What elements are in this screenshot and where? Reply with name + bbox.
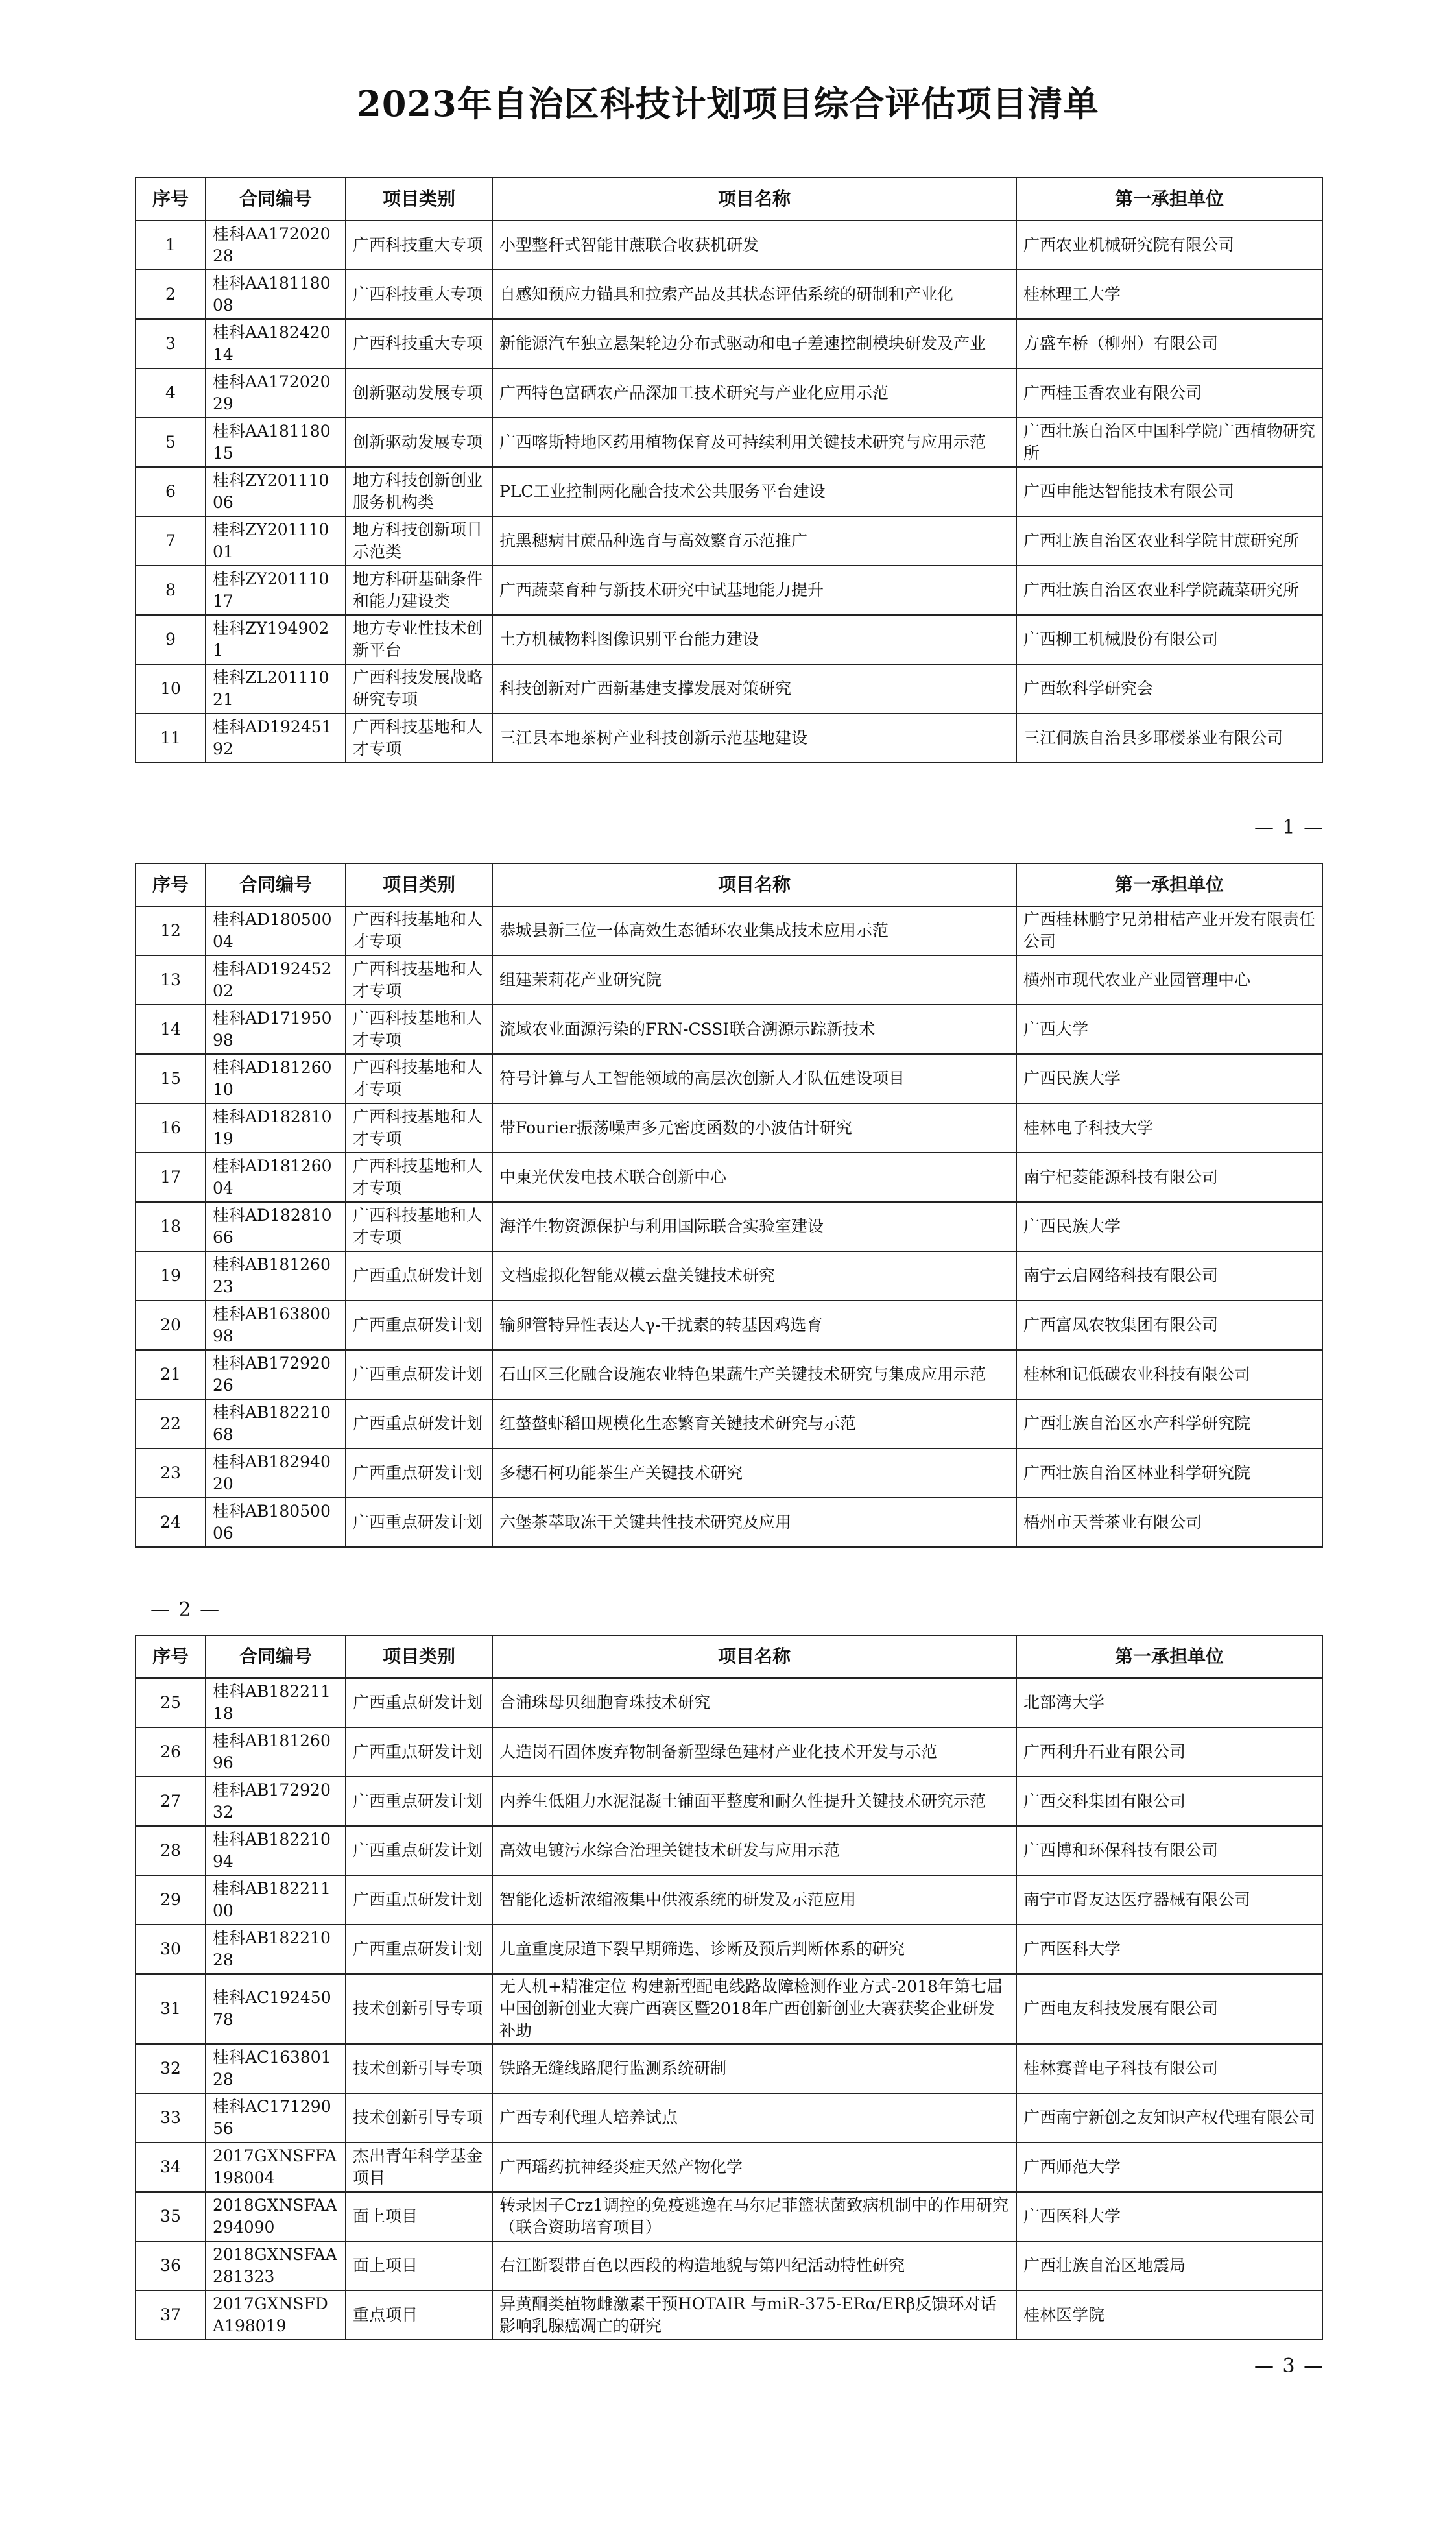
column-header: 项目名称 xyxy=(492,1635,1016,1678)
cell-code: 桂科AC19245078 xyxy=(206,1974,346,2044)
table-row xyxy=(136,566,1322,615)
cell-no: 16 xyxy=(136,1103,206,1153)
table-row xyxy=(136,1251,1322,1301)
cell-code: 桂科AB18126023 xyxy=(206,1251,346,1301)
page-number: — 1 — xyxy=(1254,816,1325,839)
cell-code: 桂科AB18221100 xyxy=(206,1875,346,1925)
cell-no: 14 xyxy=(136,1005,206,1054)
cell-code: 桂科ZY20111017 xyxy=(206,566,346,615)
cell-unit: 广西申能达智能技术有限公司 xyxy=(1016,467,1322,516)
cell-name: 石山区三化融合设施农业特色果蔬生产关键技术研究与集成应用示范 xyxy=(492,1350,1016,1399)
cell-name: 小型整秆式智能甘蔗联合收获机研发 xyxy=(492,221,1016,270)
column-header: 合同编号 xyxy=(206,1635,346,1678)
cell-code: 桂科AB18221068 xyxy=(206,1399,346,1448)
column-header: 第一承担单位 xyxy=(1016,863,1322,906)
cell-category: 广西重点研发计划 xyxy=(346,1727,492,1777)
cell-name: 广西特色富硒农产品深加工技术研究与产业化应用示范 xyxy=(492,368,1016,418)
cell-category: 重点项目 xyxy=(346,2290,492,2340)
cell-category: 广西重点研发计划 xyxy=(346,1777,492,1826)
cell-unit: 广西壮族自治区农业科学院蔬菜研究所 xyxy=(1016,566,1322,615)
cell-no: 5 xyxy=(136,418,206,467)
cell-name: 铁路无缝线路爬行监测系统研制 xyxy=(492,2044,1016,2093)
cell-no: 33 xyxy=(136,2093,206,2143)
cell-name: 六堡茶萃取冻干关键共性技术研究及应用 xyxy=(492,1498,1016,1547)
cell-unit: 桂林医学院 xyxy=(1016,2290,1322,2340)
cell-name: 符号计算与人工智能领域的高层次创新人才队伍建设项目 xyxy=(492,1054,1016,1103)
table-row xyxy=(136,955,1322,1005)
table-row xyxy=(136,2044,1322,2093)
cell-code: 2018GXNSFAA294090 xyxy=(206,2192,346,2241)
cell-no: 34 xyxy=(136,2143,206,2192)
cell-code: 桂科AA18242014 xyxy=(206,319,346,368)
table-row xyxy=(136,1054,1322,1103)
cell-name: 土方机械物料图像识别平台能力建设 xyxy=(492,615,1016,664)
cell-no: 19 xyxy=(136,1251,206,1301)
cell-unit: 广西大学 xyxy=(1016,1005,1322,1054)
cell-code: 2017GXNSFDA198019 xyxy=(206,2290,346,2340)
cell-category: 广西重点研发计划 xyxy=(346,1399,492,1448)
cell-unit: 广西柳工机械股份有限公司 xyxy=(1016,615,1322,664)
table-row xyxy=(136,1498,1322,1547)
cell-code: 桂科AC16380128 xyxy=(206,2044,346,2093)
table-row xyxy=(136,1153,1322,1202)
table-row xyxy=(136,516,1322,566)
cell-code: 桂科AB18221028 xyxy=(206,1925,346,1974)
cell-code: 桂科AD19245202 xyxy=(206,955,346,1005)
cell-unit: 广西民族大学 xyxy=(1016,1054,1322,1103)
cell-category: 广西科技基地和人才专项 xyxy=(346,714,492,763)
cell-unit: 广西博和环保科技有限公司 xyxy=(1016,1826,1322,1875)
cell-no: 11 xyxy=(136,714,206,763)
cell-unit: 广西医科大学 xyxy=(1016,1925,1322,1974)
cell-category: 广西科技基地和人才专项 xyxy=(346,906,492,955)
cell-code: 桂科ZY20111001 xyxy=(206,516,346,566)
cell-no: 36 xyxy=(136,2241,206,2290)
table-row xyxy=(136,2241,1322,2290)
cell-name: PLC工业控制两化融合技术公共服务平台建设 xyxy=(492,467,1016,516)
table-row xyxy=(136,1301,1322,1350)
cell-name: 内养生低阻力水泥混凝土铺面平整度和耐久性提升关键技术研究示范 xyxy=(492,1777,1016,1826)
cell-name: 新能源汽车独立悬架轮边分布式驱动和电子差速控制模块研发及产业 xyxy=(492,319,1016,368)
cell-category: 面上项目 xyxy=(346,2192,492,2241)
table-header-row xyxy=(136,863,1322,906)
table-row xyxy=(136,1448,1322,1498)
column-header: 第一承担单位 xyxy=(1016,178,1322,221)
cell-name: 高效电镀污水综合治理关键技术研发与应用示范 xyxy=(492,1826,1016,1875)
cell-name: 抗黑穗病甘蔗品种选育与高效繁育示范推广 xyxy=(492,516,1016,566)
cell-category: 创新驱动发展专项 xyxy=(346,368,492,418)
cell-unit: 桂林电子科技大学 xyxy=(1016,1103,1322,1153)
cell-no: 23 xyxy=(136,1448,206,1498)
cell-unit: 广西桂林鹏宇兄弟柑桔产业开发有限责任公司 xyxy=(1016,906,1322,955)
cell-no: 17 xyxy=(136,1153,206,1202)
cell-code: 桂科AA17202028 xyxy=(206,221,346,270)
cell-name: 红螯螯虾稻田规模化生态繁育关键技术研究与示范 xyxy=(492,1399,1016,1448)
column-header: 项目类别 xyxy=(346,1635,492,1678)
cell-name: 广西瑶药抗神经炎症天然产物化学 xyxy=(492,2143,1016,2192)
cell-code: 桂科AD18050004 xyxy=(206,906,346,955)
cell-no: 25 xyxy=(136,1678,206,1727)
cell-name: 带Fourier振荡噪声多元密度函数的小波估计研究 xyxy=(492,1103,1016,1153)
cell-code: 2018GXNSFAA281323 xyxy=(206,2241,346,2290)
column-header: 合同编号 xyxy=(206,863,346,906)
table-row xyxy=(136,2290,1322,2340)
cell-code: 桂科AB18294020 xyxy=(206,1448,346,1498)
cell-name: 输卵管特异性表达人γ-干扰素的转基因鸡选育 xyxy=(492,1301,1016,1350)
cell-name: 科技创新对广西新基建支撑发展对策研究 xyxy=(492,664,1016,714)
cell-unit: 广西壮族自治区农业科学院甘蔗研究所 xyxy=(1016,516,1322,566)
cell-category: 广西科技基地和人才专项 xyxy=(346,1103,492,1153)
page-number: — 2 — xyxy=(150,1598,221,1621)
cell-no: 7 xyxy=(136,516,206,566)
cell-category: 广西重点研发计划 xyxy=(346,1925,492,1974)
cell-unit: 广西师范大学 xyxy=(1016,2143,1322,2192)
cell-code: 桂科AB18050006 xyxy=(206,1498,346,1547)
cell-name: 恭城县新三位一体高效生态循环农业集成技术应用示范 xyxy=(492,906,1016,955)
cell-name: 文档虚拟化智能双模云盘关键技术研究 xyxy=(492,1251,1016,1301)
cell-name: 异黄酮类植物雌激素干预HOTAIR 与miR-375-ERα/ERβ反馈环对话影响乳腺癌凋亡的研究 xyxy=(492,2290,1016,2340)
cell-category: 广西重点研发计划 xyxy=(346,1350,492,1399)
cell-no: 3 xyxy=(136,319,206,368)
project-table-1 xyxy=(135,177,1323,763)
cell-name: 组建茉莉花产业研究院 xyxy=(492,955,1016,1005)
cell-no: 4 xyxy=(136,368,206,418)
table-row xyxy=(136,615,1322,664)
cell-category: 广西科技基地和人才专项 xyxy=(346,1153,492,1202)
table-row xyxy=(136,1925,1322,1974)
cell-unit: 桂林和记低碳农业科技有限公司 xyxy=(1016,1350,1322,1399)
cell-code: 桂科AD19245192 xyxy=(206,714,346,763)
cell-category: 地方专业性技术创新平台 xyxy=(346,615,492,664)
cell-unit: 南宁市肾友达医疗器械有限公司 xyxy=(1016,1875,1322,1925)
table-header-row xyxy=(136,1635,1322,1678)
cell-no: 9 xyxy=(136,615,206,664)
cell-no: 27 xyxy=(136,1777,206,1826)
cell-code: 桂科AB18221094 xyxy=(206,1826,346,1875)
cell-category: 创新驱动发展专项 xyxy=(346,418,492,467)
table-row xyxy=(136,418,1322,467)
cell-unit: 广西桂玉香农业有限公司 xyxy=(1016,368,1322,418)
cell-code: 桂科AB16380098 xyxy=(206,1301,346,1350)
cell-code: 2017GXNSFFA198004 xyxy=(206,2143,346,2192)
cell-category: 广西重点研发计划 xyxy=(346,1448,492,1498)
cell-unit: 桂林理工大学 xyxy=(1016,270,1322,319)
cell-unit: 广西软科学研究会 xyxy=(1016,664,1322,714)
table-header-row xyxy=(136,178,1322,221)
cell-code: 桂科AB18221118 xyxy=(206,1678,346,1727)
cell-code: 桂科AC17129056 xyxy=(206,2093,346,2143)
cell-unit: 广西农业机械研究院有限公司 xyxy=(1016,221,1322,270)
cell-unit: 广西民族大学 xyxy=(1016,1202,1322,1251)
cell-unit: 南宁杞菱能源科技有限公司 xyxy=(1016,1153,1322,1202)
cell-category: 广西重点研发计划 xyxy=(346,1826,492,1875)
cell-name: 人造岗石固体废弃物制备新型绿色建材产业化技术开发与示范 xyxy=(492,1727,1016,1777)
cell-category: 广西重点研发计划 xyxy=(346,1251,492,1301)
cell-category: 广西重点研发计划 xyxy=(346,1875,492,1925)
table-row xyxy=(136,1875,1322,1925)
cell-name: 多穗石柯功能茶生产关键技术研究 xyxy=(492,1448,1016,1498)
table-row xyxy=(136,1826,1322,1875)
cell-name: 广西蔬菜育种与新技术研究中试基地能力提升 xyxy=(492,566,1016,615)
project-table-2 xyxy=(135,863,1323,1548)
cell-category: 广西科技重大专项 xyxy=(346,221,492,270)
project-table-3 xyxy=(135,1635,1323,2340)
table-row xyxy=(136,319,1322,368)
column-header: 序号 xyxy=(136,178,206,221)
cell-no: 6 xyxy=(136,467,206,516)
cell-unit: 广西医科大学 xyxy=(1016,2192,1322,2241)
cell-unit: 横州市现代农业产业园管理中心 xyxy=(1016,955,1322,1005)
cell-no: 12 xyxy=(136,906,206,955)
cell-no: 37 xyxy=(136,2290,206,2340)
cell-category: 地方科技创新项目示范类 xyxy=(346,516,492,566)
table-row xyxy=(136,1399,1322,1448)
cell-code: 桂科AB17292032 xyxy=(206,1777,346,1826)
cell-no: 31 xyxy=(136,1974,206,2044)
cell-name: 合浦珠母贝细胞育珠技术研究 xyxy=(492,1678,1016,1727)
cell-category: 广西科技基地和人才专项 xyxy=(346,1202,492,1251)
cell-unit: 广西电友科技发展有限公司 xyxy=(1016,1974,1322,2044)
cell-name: 海洋生物资源保护与利用国际联合实验室建设 xyxy=(492,1202,1016,1251)
cell-category: 广西重点研发计划 xyxy=(346,1678,492,1727)
cell-category: 广西科技基地和人才专项 xyxy=(346,955,492,1005)
cell-category: 杰出青年科学基金项目 xyxy=(346,2143,492,2192)
table-row xyxy=(136,467,1322,516)
cell-no: 26 xyxy=(136,1727,206,1777)
column-header: 项目名称 xyxy=(492,863,1016,906)
table-row xyxy=(136,270,1322,319)
cell-unit: 北部湾大学 xyxy=(1016,1678,1322,1727)
page-title: 2023年自治区科技计划项目综合评估项目清单 xyxy=(357,83,1099,125)
cell-unit: 广西壮族自治区中国科学院广西植物研究所 xyxy=(1016,418,1322,467)
cell-code: 桂科AD18281066 xyxy=(206,1202,346,1251)
cell-category: 广西重点研发计划 xyxy=(346,1498,492,1547)
cell-no: 18 xyxy=(136,1202,206,1251)
cell-name: 转录因子Crz1调控的免疫逃逸在马尔尼菲篮状菌致病机制中的作用研究（联合资助培育项目） xyxy=(492,2192,1016,2241)
cell-no: 24 xyxy=(136,1498,206,1547)
column-header: 合同编号 xyxy=(206,178,346,221)
cell-no: 15 xyxy=(136,1054,206,1103)
cell-code: 桂科AD18281019 xyxy=(206,1103,346,1153)
cell-category: 技术创新引导专项 xyxy=(346,1974,492,2044)
cell-unit: 广西壮族自治区水产科学研究院 xyxy=(1016,1399,1322,1448)
cell-code: 桂科AB18126096 xyxy=(206,1727,346,1777)
cell-no: 28 xyxy=(136,1826,206,1875)
cell-name: 流域农业面源污染的FRN-CSSI联合溯源示踪新技术 xyxy=(492,1005,1016,1054)
cell-category: 技术创新引导专项 xyxy=(346,2093,492,2143)
cell-unit: 广西富凤农牧集团有限公司 xyxy=(1016,1301,1322,1350)
cell-code: 桂科AD17195098 xyxy=(206,1005,346,1054)
cell-code: 桂科AD18126010 xyxy=(206,1054,346,1103)
cell-name: 广西专利代理人培养试点 xyxy=(492,2093,1016,2143)
cell-code: 桂科ZY20111006 xyxy=(206,467,346,516)
cell-no: 35 xyxy=(136,2192,206,2241)
cell-category: 广西科技发展战略研究专项 xyxy=(346,664,492,714)
cell-name: 无人机+精准定位 构建新型配电线路故障检测作业方式-2018年第七届中国创新创业大赛广西赛区暨2018年广西创新创业大赛获奖企业研发补助 xyxy=(492,1974,1016,2044)
table-row xyxy=(136,1727,1322,1777)
cell-no: 8 xyxy=(136,566,206,615)
table-row xyxy=(136,1974,1322,2044)
cell-unit: 广西壮族自治区地震局 xyxy=(1016,2241,1322,2290)
column-header: 第一承担单位 xyxy=(1016,1635,1322,1678)
cell-code: 桂科AA18118015 xyxy=(206,418,346,467)
cell-unit: 广西南宁新创之友知识产权代理有限公司 xyxy=(1016,2093,1322,2143)
cell-unit: 三江侗族自治县多耶楼茶业有限公司 xyxy=(1016,714,1322,763)
cell-name: 自感知预应力锚具和拉索产品及其状态评估系统的研制和产业化 xyxy=(492,270,1016,319)
cell-unit: 广西利升石业有限公司 xyxy=(1016,1727,1322,1777)
cell-code: 桂科AA18118008 xyxy=(206,270,346,319)
page-number: — 3 — xyxy=(1254,2355,1325,2377)
cell-code: 桂科AA17202029 xyxy=(206,368,346,418)
table-row xyxy=(136,1005,1322,1054)
table-row xyxy=(136,1678,1322,1727)
cell-name: 三江县本地茶树产业科技创新示范基地建设 xyxy=(492,714,1016,763)
cell-unit: 广西壮族自治区林业科学研究院 xyxy=(1016,1448,1322,1498)
cell-name: 中東光伏发电技术联合创新中心 xyxy=(492,1153,1016,1202)
cell-category: 地方科技创新创业服务机构类 xyxy=(346,467,492,516)
cell-no: 22 xyxy=(136,1399,206,1448)
column-header: 序号 xyxy=(136,863,206,906)
table-row xyxy=(136,906,1322,955)
cell-name: 广西喀斯特地区药用植物保育及可持续利用关键技术研究与应用示范 xyxy=(492,418,1016,467)
cell-unit: 桂林赛普电子科技有限公司 xyxy=(1016,2044,1322,2093)
cell-code: 桂科AD18126004 xyxy=(206,1153,346,1202)
cell-no: 10 xyxy=(136,664,206,714)
cell-category: 广西科技基地和人才专项 xyxy=(346,1054,492,1103)
cell-no: 20 xyxy=(136,1301,206,1350)
cell-no: 21 xyxy=(136,1350,206,1399)
table-row xyxy=(136,1350,1322,1399)
cell-no: 29 xyxy=(136,1875,206,1925)
table-row xyxy=(136,368,1322,418)
table-row xyxy=(136,664,1322,714)
column-header: 项目类别 xyxy=(346,178,492,221)
cell-category: 面上项目 xyxy=(346,2241,492,2290)
cell-no: 32 xyxy=(136,2044,206,2093)
cell-no: 1 xyxy=(136,221,206,270)
cell-code: 桂科ZY1949021 xyxy=(206,615,346,664)
table-row xyxy=(136,2143,1322,2192)
cell-unit: 广西交科集团有限公司 xyxy=(1016,1777,1322,1826)
cell-unit: 方盛车桥（柳州）有限公司 xyxy=(1016,319,1322,368)
table-row xyxy=(136,221,1322,270)
cell-no: 13 xyxy=(136,955,206,1005)
cell-unit: 梧州市天誉茶业有限公司 xyxy=(1016,1498,1322,1547)
column-header: 序号 xyxy=(136,1635,206,1678)
cell-name: 右江断裂带百色以西段的构造地貌与第四纪活动特性研究 xyxy=(492,2241,1016,2290)
cell-name: 智能化透析浓缩液集中供液系统的研发及示范应用 xyxy=(492,1875,1016,1925)
table-row xyxy=(136,2192,1322,2241)
cell-category: 地方科研基础条件和能力建设类 xyxy=(346,566,492,615)
cell-unit: 南宁云启网络科技有限公司 xyxy=(1016,1251,1322,1301)
cell-category: 广西重点研发计划 xyxy=(346,1301,492,1350)
cell-code: 桂科ZL20111021 xyxy=(206,664,346,714)
table-row xyxy=(136,1103,1322,1153)
column-header: 项目名称 xyxy=(492,178,1016,221)
cell-name: 儿童重度尿道下裂早期筛选、诊断及预后判断体系的研究 xyxy=(492,1925,1016,1974)
cell-no: 30 xyxy=(136,1925,206,1974)
cell-no: 2 xyxy=(136,270,206,319)
table-row xyxy=(136,1202,1322,1251)
table-row xyxy=(136,714,1322,763)
table-row xyxy=(136,2093,1322,2143)
cell-category: 技术创新引导专项 xyxy=(346,2044,492,2093)
cell-code: 桂科AB17292026 xyxy=(206,1350,346,1399)
table-row xyxy=(136,1777,1322,1826)
cell-category: 广西科技基地和人才专项 xyxy=(346,1005,492,1054)
column-header: 项目类别 xyxy=(346,863,492,906)
cell-category: 广西科技重大专项 xyxy=(346,270,492,319)
cell-category: 广西科技重大专项 xyxy=(346,319,492,368)
